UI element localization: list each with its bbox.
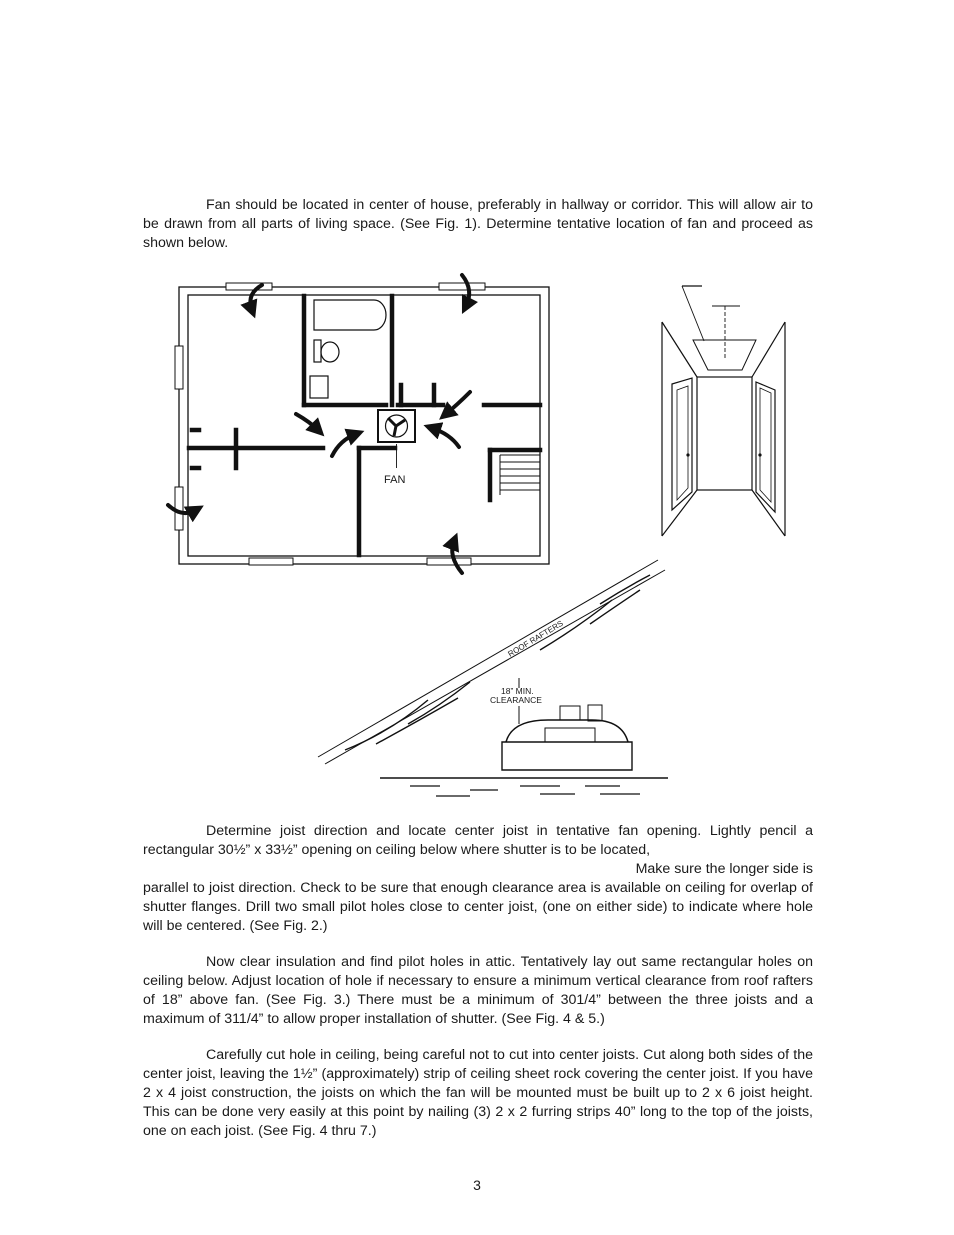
intro-paragraph xyxy=(143,196,813,253)
roof-rafters-label: ROOF RAFTERS xyxy=(506,618,565,659)
insulation-paragraph xyxy=(143,953,813,1029)
attic-clearance-diagram xyxy=(318,560,668,796)
floor-plan-diagram xyxy=(168,275,549,573)
joist-paragraph xyxy=(143,822,813,936)
hallway-diagram xyxy=(662,286,785,536)
fan-installation-figures xyxy=(0,270,954,810)
joist-text-rest: parallel to joist direction. Check to be sure that enough clearance area is available on ceiling for overlap of shutter flanges. Drill two small pilot holes close to center joist, (one on either side) to indicate where hole will be centered. (See Fig. 2.) xyxy=(143,880,813,934)
intro-text: Fan should be located in center of house, preferably in hallway or corridor. This will allow air to be drawn from all parts of living space. (See Fig. 1). Determine tentative location of fan and proceed as shown below. xyxy=(143,197,813,251)
insulation-text: Now clear insulation and find pilot holes in attic. Tentatively lay out same rectangular holes on ceiling below. Adjust location of hole if necessary to ensure a minimum vertical clearance from roof rafters of 18” above fan. (See Fig. 3.) There must be a minimum of 301/4” between the three joists and a maximum of 311/4” to allow proper installation of shutter. (See Fig. 4 & 5.) xyxy=(143,954,813,1027)
cut-hole-text: Carefully cut hole in ceiling, being careful not to cut into center joists. Cut along both sides of the center joist, leaving the 1½” (approximately) strip of ceiling sheet rock covering the center joist. If you have 2 x 4 joist construction, the joists on which the fan will be mounted must be built up to 2 x 6 joist height. This can be done very easily at this point by nailing (3) 2 x 2 furring strips 40” long to the top of the joists, one on each joist. (See Fig. 4 thru 7.) xyxy=(143,1047,813,1139)
cut-hole-paragraph xyxy=(143,1046,813,1141)
page-number: 3 xyxy=(473,1177,481,1193)
clearance-label-line2: CLEARANCE xyxy=(490,695,542,705)
clearance-label-line1: 18” MIN. xyxy=(501,686,534,696)
joist-text-right: Make sure the longer side is xyxy=(635,861,813,877)
fan-label: FAN xyxy=(384,474,406,486)
joist-text-first: Determine joist direction and locate center joist in tentative fan opening. Lightly pencil a rectangular 30½” x 33½” opening on ceiling below where shutter is to be located, xyxy=(143,823,813,858)
